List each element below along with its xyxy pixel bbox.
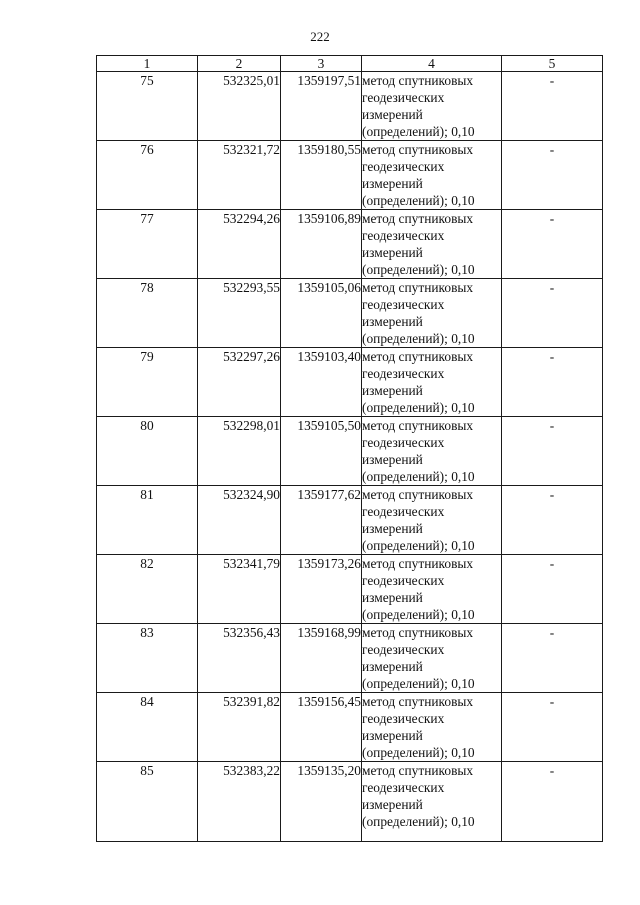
point-cell-text: 76 xyxy=(140,142,154,157)
note-cell-text: - xyxy=(549,142,555,157)
x-coordinate-cell-text: 532298,01 xyxy=(223,418,280,433)
note-cell-text: - xyxy=(549,280,555,295)
method-cell-text: метод спутниковых геодезических измерений (определений); 0,10 xyxy=(362,280,475,346)
y-coordinate-cell-text: 1359156,45 xyxy=(297,694,361,709)
y-coordinate-cell-text: 1359173,26 xyxy=(297,556,361,571)
x-coordinate-cell-text: 532294,26 xyxy=(223,211,280,226)
point-cell-text: 83 xyxy=(140,625,154,640)
table-row xyxy=(97,279,603,348)
method-cell-text: метод спутниковых геодезических измерений (определений); 0,10 xyxy=(362,625,475,691)
note-cell xyxy=(502,555,603,624)
table-row xyxy=(97,417,603,486)
y-coordinate-cell xyxy=(281,762,362,842)
method-cell xyxy=(362,555,502,624)
method-cell-text: метод спутниковых геодезических измерений (определений); 0,10 xyxy=(362,73,475,139)
x-coordinate-cell xyxy=(198,141,281,210)
y-coordinate-cell xyxy=(281,72,362,141)
point-cell xyxy=(97,624,198,693)
column-header: 2 xyxy=(198,56,281,72)
column-header: 3 xyxy=(281,56,362,72)
point-cell xyxy=(97,72,198,141)
point-cell xyxy=(97,279,198,348)
x-coordinate-cell-text: 532341,79 xyxy=(223,556,280,571)
point-cell xyxy=(97,210,198,279)
method-cell xyxy=(362,417,502,486)
note-cell xyxy=(502,348,603,417)
y-coordinate-cell xyxy=(281,417,362,486)
note-cell xyxy=(502,762,603,842)
coordinates-table xyxy=(96,55,603,842)
point-cell-text: 82 xyxy=(140,556,154,571)
y-coordinate-cell-text: 1359106,89 xyxy=(297,211,361,226)
column-header: 4 xyxy=(362,56,502,72)
x-coordinate-cell xyxy=(198,210,281,279)
x-coordinate-cell-text: 532391,82 xyxy=(223,694,280,709)
x-coordinate-cell-text: 532324,90 xyxy=(223,487,280,502)
method-cell xyxy=(362,141,502,210)
x-coordinate-cell xyxy=(198,72,281,141)
x-coordinate-cell-text: 532383,22 xyxy=(223,763,280,778)
point-cell-text: 77 xyxy=(140,211,154,226)
x-coordinate-cell xyxy=(198,348,281,417)
table-row xyxy=(97,141,603,210)
x-coordinate-cell-text: 532321,72 xyxy=(223,142,280,157)
y-coordinate-cell-text: 1359103,40 xyxy=(297,349,361,364)
point-cell-text: 85 xyxy=(140,763,154,778)
note-cell xyxy=(502,693,603,762)
method-cell xyxy=(362,486,502,555)
column-header: 5 xyxy=(502,56,603,72)
note-cell xyxy=(502,486,603,555)
point-cell-text: 81 xyxy=(140,487,154,502)
point-cell xyxy=(97,417,198,486)
x-coordinate-cell xyxy=(198,486,281,555)
method-cell-text: метод спутниковых геодезических измерений (определений); 0,10 xyxy=(362,142,475,208)
method-cell xyxy=(362,348,502,417)
y-coordinate-cell xyxy=(281,624,362,693)
point-cell-text: 80 xyxy=(140,418,154,433)
x-coordinate-cell-text: 532297,26 xyxy=(223,349,280,364)
table-row xyxy=(97,72,603,141)
table-row xyxy=(97,348,603,417)
y-coordinate-cell xyxy=(281,348,362,417)
table-row xyxy=(97,210,603,279)
x-coordinate-cell xyxy=(198,624,281,693)
method-cell xyxy=(362,693,502,762)
x-coordinate-cell xyxy=(198,762,281,842)
point-cell xyxy=(97,693,198,762)
point-cell xyxy=(97,348,198,417)
x-coordinate-cell xyxy=(198,417,281,486)
note-cell-text: - xyxy=(549,418,555,433)
y-coordinate-cell-text: 1359168,99 xyxy=(297,625,361,640)
y-coordinate-cell-text: 1359105,06 xyxy=(297,280,361,295)
x-coordinate-cell xyxy=(198,555,281,624)
y-coordinate-cell xyxy=(281,210,362,279)
table-row xyxy=(97,762,603,842)
y-coordinate-cell-text: 1359105,50 xyxy=(297,418,361,433)
table-header-row xyxy=(97,56,603,72)
y-coordinate-cell-text: 1359177,62 xyxy=(297,487,361,502)
note-cell-text: - xyxy=(549,556,555,571)
note-cell-text: - xyxy=(549,73,555,88)
y-coordinate-cell xyxy=(281,555,362,624)
x-coordinate-cell xyxy=(198,693,281,762)
note-cell xyxy=(502,141,603,210)
method-cell xyxy=(362,624,502,693)
y-coordinate-cell xyxy=(281,279,362,348)
table-row xyxy=(97,486,603,555)
x-coordinate-cell-text: 532293,55 xyxy=(223,280,280,295)
page-number: 222 xyxy=(310,29,330,44)
note-cell-text: - xyxy=(549,694,555,709)
table-row xyxy=(97,624,603,693)
note-cell xyxy=(502,72,603,141)
note-cell-text: - xyxy=(549,211,555,226)
method-cell-text: метод спутниковых геодезических измерений (определений); 0,10 xyxy=(362,418,475,484)
y-coordinate-cell xyxy=(281,486,362,555)
method-cell xyxy=(362,210,502,279)
y-coordinate-cell-text: 1359135,20 xyxy=(297,763,361,778)
method-cell xyxy=(362,279,502,348)
footer-scan-marks xyxy=(60,898,300,904)
x-coordinate-cell xyxy=(198,279,281,348)
method-cell xyxy=(362,72,502,141)
method-cell-text: метод спутниковых геодезических измерений (определений); 0,10 xyxy=(362,763,475,829)
method-cell-text: метод спутниковых геодезических измерений (определений); 0,10 xyxy=(362,211,475,277)
y-coordinate-cell xyxy=(281,693,362,762)
point-cell-text: 84 xyxy=(140,694,154,709)
x-coordinate-cell-text: 532356,43 xyxy=(223,625,280,640)
y-coordinate-cell-text: 1359197,51 xyxy=(297,73,361,88)
note-cell xyxy=(502,417,603,486)
method-cell xyxy=(362,762,502,842)
note-cell xyxy=(502,279,603,348)
note-cell xyxy=(502,624,603,693)
table-row xyxy=(97,693,603,762)
point-cell xyxy=(97,486,198,555)
x-coordinate-cell-text: 532325,01 xyxy=(223,73,280,88)
point-cell-text: 78 xyxy=(140,280,154,295)
column-header: 1 xyxy=(97,56,198,72)
method-cell-text: метод спутниковых геодезических измерений (определений); 0,10 xyxy=(362,694,475,760)
point-cell xyxy=(97,141,198,210)
method-cell-text: метод спутниковых геодезических измерений (определений); 0,10 xyxy=(362,487,475,553)
point-cell xyxy=(97,555,198,624)
note-cell-text: - xyxy=(549,487,555,502)
note-cell-text: - xyxy=(549,763,555,778)
note-cell-text: - xyxy=(549,349,555,364)
y-coordinate-cell xyxy=(281,141,362,210)
table-row xyxy=(97,555,603,624)
point-cell-text: 75 xyxy=(140,73,154,88)
y-coordinate-cell-text: 1359180,55 xyxy=(297,142,361,157)
note-cell-text: - xyxy=(549,625,555,640)
method-cell-text: метод спутниковых геодезических измерений (определений); 0,10 xyxy=(362,556,475,622)
point-cell xyxy=(97,762,198,842)
point-cell-text: 79 xyxy=(140,349,154,364)
method-cell-text: метод спутниковых геодезических измерений (определений); 0,10 xyxy=(362,349,475,415)
note-cell xyxy=(502,210,603,279)
